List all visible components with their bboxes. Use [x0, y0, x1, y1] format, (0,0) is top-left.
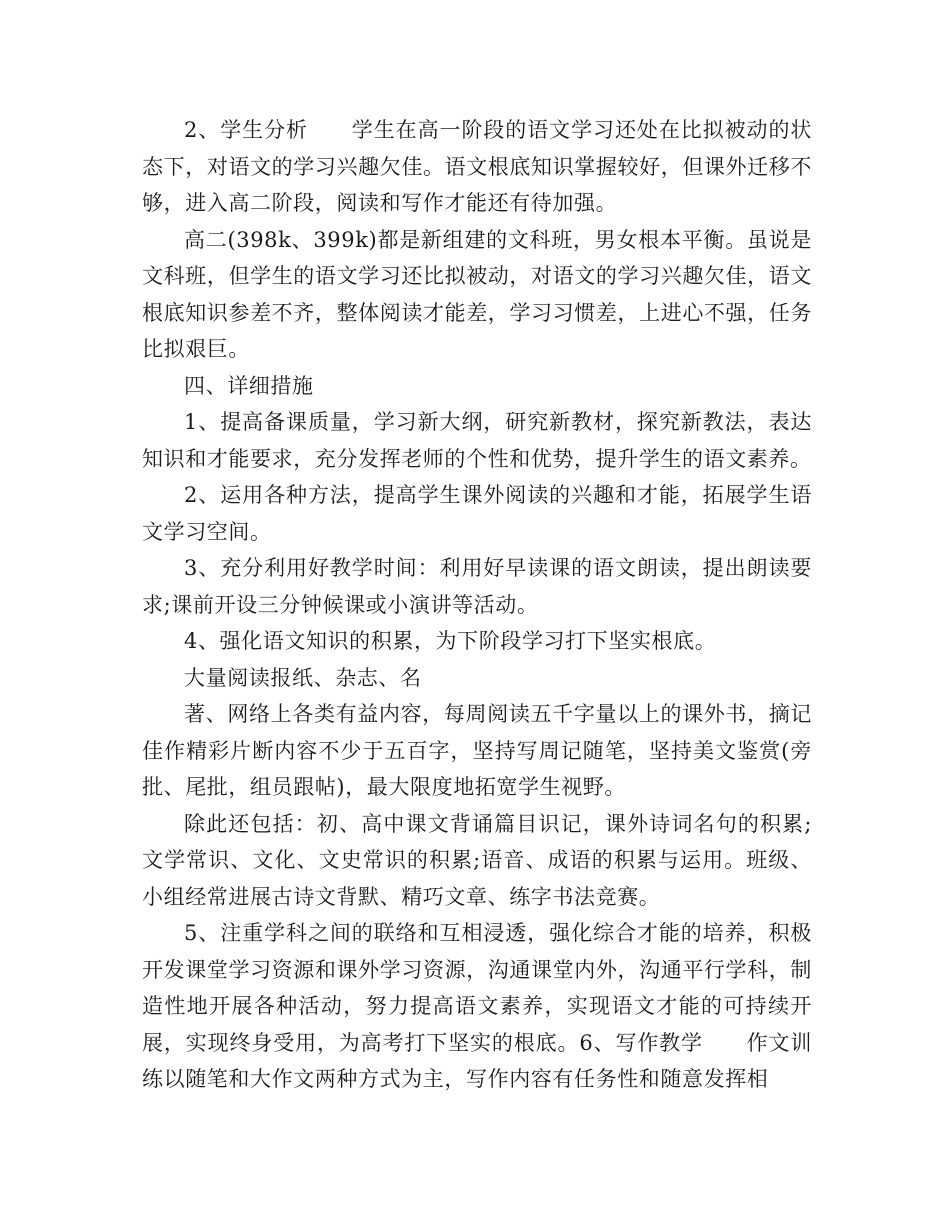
- paragraph-measure-2: 2、运用各种方法，提高学生课外阅读的兴趣和才能，拓展学生语文学习空间。: [142, 483, 812, 544]
- paragraph-measure-4: 4、强化语文知识的积累，为下阶段学习打下坚实根底。: [184, 629, 717, 653]
- paragraph-class-situation: 高二(398k、399k)都是新组建的文科班，男女根本平衡。虽说是文科班，但学生的语文学习还比拟被动，对语文的学习兴趣欠佳，语文根底知识参差不齐，整体阅读才能差，学习习惯差，上进心不强，任务比拟艰巨。: [142, 227, 812, 361]
- section-heading-measures: 四、详细措施: [184, 373, 314, 398]
- paragraph-measure-5: 5、注重学科之间的联络和互相浸透，强化综合才能的培养，积极开发课堂学习资源和课外学习资源，沟通课堂内外，沟通平行学科，制造性地开展各种活动，努力提高语文素养，实现语文才能的可持续开展，实现终身受用，为高考打下坚实的根底。6、写作教学 作文训练以随笔和大作文两种方式为主，写作内容有任务性和随意发挥相: [142, 921, 812, 1091]
- paragraph-reading-intro: 大量阅读报纸、杂志、名: [184, 665, 422, 690]
- document-body: [142, 112, 812, 1098]
- paragraph-measure-3: 3、充分利用好教学时间：利用好早读课的语文朗读，提出朗读要求;课前开设三分钟候课或小演讲等活动。: [142, 556, 812, 617]
- paragraph-student-analysis: 2、学生分析 学生在高一阶段的语文学习还处在比拟被动的状态下，对语文的学习兴趣欠佳。语文根底知识掌握较好，但课外迁移不够，进入高二阶段，阅读和写作才能还有待加强。: [142, 118, 812, 215]
- paragraph-reading-detail: 著、网络上各类有益内容，每周阅读五千字量以上的课外书，摘记佳作精彩片断内容不少于五百字，坚持写周记随笔，坚持美文鉴赏(旁批、尾批，组员跟帖)，最大限度地拓宽学生视野。: [142, 702, 812, 799]
- paragraph-measure-1: 1、提高备课质量，学习新大纲，研究新教材，探究新教法，表达知识和才能要求，充分发挥老师的个性和优势，提升学生的语文素养。: [142, 410, 812, 471]
- paragraph-additional-items: 除此还包括：初、高中课文背诵篇目识记，课外诗词名句的积累;文学常识、文化、文史常识的积累;语音、成语的积累与运用。班级、小组经常进展古诗文背默、精巧文章、练字书法竞赛。: [142, 811, 812, 909]
